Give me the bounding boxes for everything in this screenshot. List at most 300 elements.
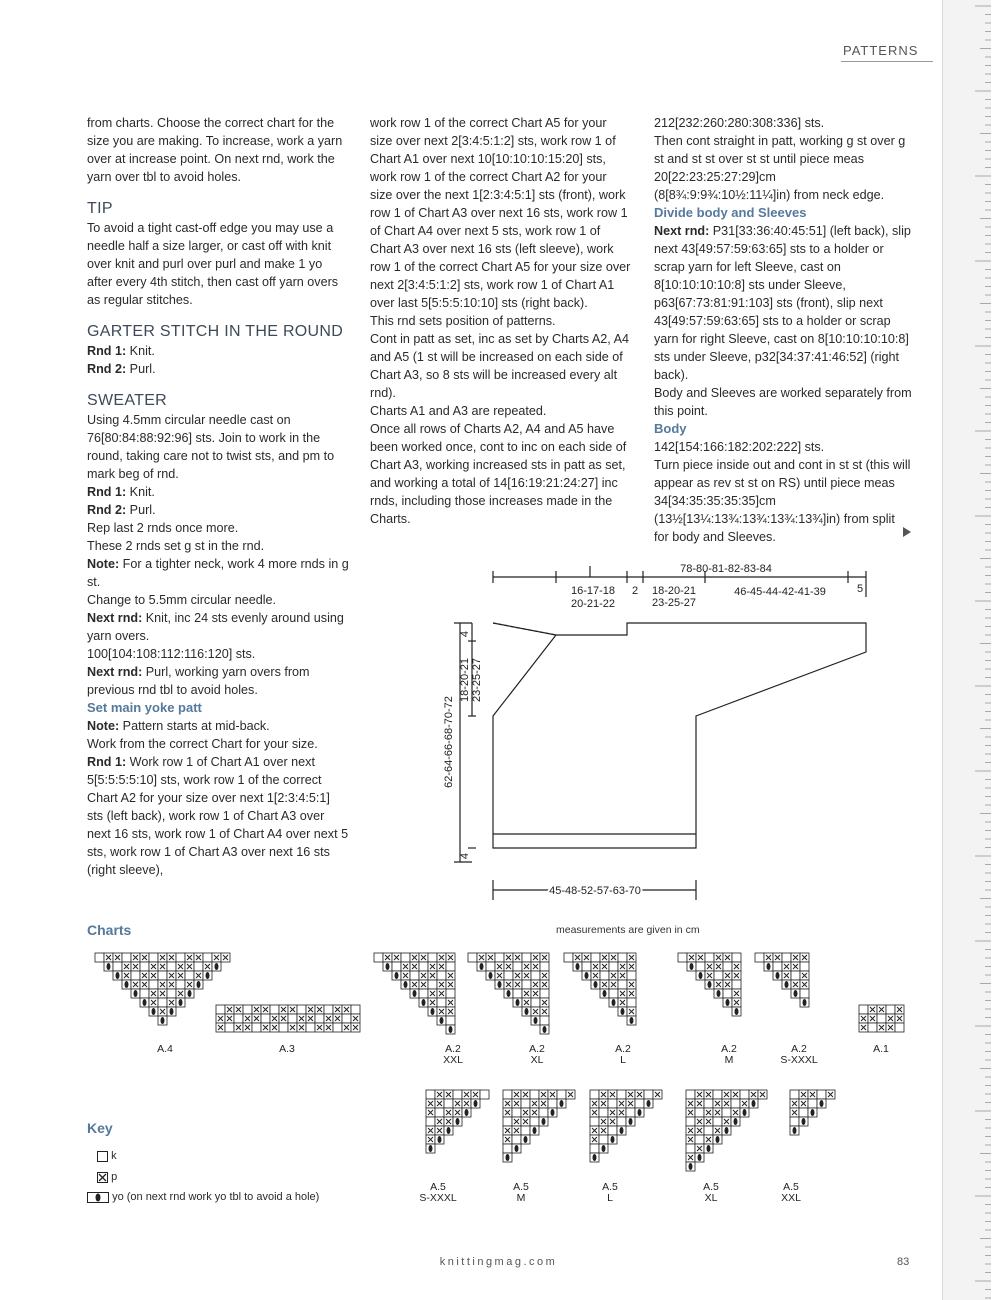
chart-cell <box>790 1117 799 1126</box>
chart-cell <box>791 971 800 980</box>
yarn-over-mark <box>707 1145 711 1152</box>
chart-cell <box>732 980 741 989</box>
chart-cell <box>895 1023 904 1032</box>
chart-size: S-XXXL <box>780 1054 818 1066</box>
chart-cell <box>453 1090 462 1099</box>
chart-cell <box>773 962 782 971</box>
chart-cell <box>755 953 764 962</box>
next-rnd <box>87 663 349 699</box>
chart-name: A.5 <box>430 1181 446 1193</box>
body-width-label: 45-48-52-57-63-70 <box>549 885 641 897</box>
yarn-over-mark <box>524 1136 528 1143</box>
chart-label-a5-xxl <box>766 1182 816 1204</box>
chart-cell <box>540 989 549 998</box>
yarn-over-mark <box>717 990 721 997</box>
chart-cell <box>279 1023 288 1032</box>
chart-cell <box>635 1099 644 1108</box>
yarn-over-mark <box>820 1100 824 1107</box>
chart-cell <box>419 962 428 971</box>
yarn-over-mark <box>215 963 219 970</box>
paragraph: This rnd sets position of patterns. <box>370 314 556 328</box>
yarn-over-mark <box>594 981 598 988</box>
yarn-over-mark <box>803 999 807 1006</box>
height-label: 62-64-66-68-70-72 <box>443 696 455 788</box>
paragraph: Body and Sleeves are worked separately from this point. <box>654 386 912 418</box>
yarn-over-mark <box>429 1145 433 1152</box>
key-label: p <box>111 1171 118 1183</box>
chart-cell <box>428 953 437 962</box>
chart-cell <box>522 953 531 962</box>
chart-cell <box>446 962 455 971</box>
chart-size: L <box>607 1192 613 1204</box>
chart-label-a2-m <box>704 1044 754 1066</box>
chart-cell <box>531 971 540 980</box>
paragraph: Once all rows of Charts A2, A4 and A5 have been worked once, cont to inc on each side of Chart A3, working increased sts in patt as set, and working a total of 14[16:19:21:24:27] inc rnds, including those increases made in the Charts. <box>370 422 627 526</box>
yarn-over-mark <box>735 1008 739 1015</box>
chart-cell <box>503 1090 512 1099</box>
paragraph: Charts A1 and A3 are repeated. <box>370 404 547 418</box>
yarn-over-mark <box>743 1109 747 1116</box>
chart-cell <box>324 1005 333 1014</box>
rnd-text: Work row 1 of Chart A1 over next 5[5:5:5:5:10] sts, work row 1 of the correct Chart A2 for your size over next 1[2:3:4:5:1] sts (left back), work row 1 of Chart A3 over next 16 sts, work row 1 of Chart A4 over next 5 sts, work row 1 of Chart A3 over next 16 sts (right sleeve), <box>87 755 349 877</box>
chart-cell <box>695 1135 704 1144</box>
yarn-over-mark <box>206 972 210 979</box>
yarn-over-mark <box>585 972 589 979</box>
chart-size: XXL <box>781 1192 801 1204</box>
rnd-label: Next rnd: <box>87 665 143 679</box>
chart-label-a4: A.4 <box>157 1043 173 1055</box>
yoke-heading: Set main yoke patt <box>87 700 202 715</box>
rnd-text: Knit, inc 24 sts evenly around using yarn overs. <box>87 611 344 643</box>
continue-arrow-icon <box>903 527 911 537</box>
chart-cell <box>608 1099 617 1108</box>
yarn-over-mark <box>525 1008 529 1015</box>
yarn-over-mark <box>629 1118 633 1125</box>
gap-label: 2 <box>631 585 639 597</box>
yarn-over-mark <box>152 1008 156 1015</box>
chart-cell <box>392 962 401 971</box>
yarn-over-mark <box>143 999 147 1006</box>
yarn-over-mark <box>386 963 390 970</box>
chart-name: A.2 <box>529 1043 545 1055</box>
yarn-over-mark <box>422 999 426 1006</box>
yarn-over-mark <box>498 981 502 988</box>
chart-cell <box>446 1016 455 1025</box>
yarn-over-mark <box>465 1109 469 1116</box>
stitch-charts <box>90 950 920 1215</box>
yarn-over-mark <box>689 1163 693 1170</box>
yarn-over-mark <box>116 972 120 979</box>
chart-size: S-XXXL <box>419 1192 457 1204</box>
yarn-over-mark <box>161 1017 165 1024</box>
chart-cell <box>557 1090 566 1099</box>
chart-cell <box>817 1090 826 1099</box>
chart-cell <box>713 1117 722 1126</box>
yarn-over-mark <box>802 1118 806 1125</box>
chart-cell <box>644 1090 653 1099</box>
yarn-over-mark <box>576 963 580 970</box>
chart-cell <box>877 1014 886 1023</box>
body-heading: Body <box>654 421 687 436</box>
yoke-note <box>87 717 349 735</box>
yarn-over-mark <box>603 990 607 997</box>
sweater-paragraph: Using 4.5mm circular needle cast on 76[80:84:88:92:96] sts. Join to work in the round, taking care not to twist sts, and pm to mark beg of rnd. <box>87 413 335 481</box>
chart-label-a5-xl <box>686 1182 736 1204</box>
chart-cell <box>437 971 446 980</box>
yarn-over-mark <box>533 1127 537 1134</box>
key-label: yo (on next rnd work yo tbl to avoid a hole) <box>112 1191 320 1203</box>
yarn-over-mark <box>542 1118 546 1125</box>
chart-cell <box>446 989 455 998</box>
chart-cell <box>216 1005 225 1014</box>
page-number: 83 <box>897 1256 910 1268</box>
chart-cell <box>859 1005 868 1014</box>
chart-label-a2-s <box>769 1044 829 1066</box>
yarn-over-mark <box>611 1136 615 1143</box>
next-rnd <box>87 609 349 645</box>
chart-cell <box>886 1005 895 1014</box>
garter-rnd1 <box>87 342 349 360</box>
yarn-over-mark <box>752 1100 756 1107</box>
yarn-over-mark <box>515 1145 519 1152</box>
yarn-over-mark <box>413 990 417 997</box>
paragraph: work row 1 of the correct Chart A5 for your size over next 2[3:4:5:1:2] sts, work row 1 of Chart A1 over next 10[10:10:10:15:20] sts, work row 1 of the correct Chart A2 for your size over the next 1[2:3:4:5:1] sts (front), work row 1 of Chart A3 over next 16 sts, work row 1 of Chart A4 over next 5 sts, work row 1 of Chart A3 over next 16 sts (left sleeve), work row 1 of the correct Chart A5 for your size over next 2[3:4:5:1:2] sts, work row 1 of Chart A1 over last 5[5:5:5:10:10] sts (right back). <box>370 116 631 310</box>
chart-cell <box>140 989 149 998</box>
garter-heading: GARTER STITCH IN THE ROUND <box>87 323 344 340</box>
yarn-over-mark <box>593 1154 597 1161</box>
yarn-over-mark <box>447 1127 451 1134</box>
header-rule <box>841 61 933 62</box>
yarn-over-mark <box>179 999 183 1006</box>
chart-name: A.5 <box>513 1181 529 1193</box>
chart-label-a2-l <box>598 1044 648 1066</box>
section-label: PATTERNS <box>843 43 919 58</box>
chart-cell <box>530 1117 539 1126</box>
yarn-over-mark <box>543 1026 547 1033</box>
chart-cell <box>158 971 167 980</box>
chart-cell <box>618 980 627 989</box>
charts-heading: Charts <box>87 922 132 938</box>
chart-cell <box>95 953 104 962</box>
yoke-width-label-b: 23-25-27 <box>651 597 697 609</box>
yarn-over-mark <box>699 972 703 979</box>
chart-cell <box>732 953 741 962</box>
bottom-band-label: 4 <box>459 852 471 860</box>
yarn-over-mark <box>776 972 780 979</box>
chart-cell <box>512 1108 521 1117</box>
yarn-over-mark <box>560 1100 564 1107</box>
chart-cell <box>740 1090 749 1099</box>
chart-cell <box>731 1099 740 1108</box>
chart-cell <box>149 980 158 989</box>
purl-x-icon <box>97 1172 108 1183</box>
chart-cell <box>158 998 167 1007</box>
yarn-over-mark <box>621 1008 625 1015</box>
knit-square-icon <box>97 1151 108 1162</box>
chart-cell <box>176 980 185 989</box>
yarn-over-mark <box>767 963 771 970</box>
yarn-over-mark <box>170 1008 174 1015</box>
chart-cell <box>618 953 627 962</box>
yarn-over-mark <box>480 963 484 970</box>
chart-cell <box>627 998 636 1007</box>
yarn-over-mark <box>620 1127 624 1134</box>
chart-cell <box>705 953 714 962</box>
note <box>87 555 349 591</box>
chart-cell <box>627 971 636 980</box>
yarn-over-mark <box>734 1118 738 1125</box>
chart-cell <box>437 998 446 1007</box>
chart-label-a2-xl <box>512 1044 562 1066</box>
chart-cell <box>599 1108 608 1117</box>
chart-label-a5-m <box>496 1182 546 1204</box>
chart-cell <box>503 1144 512 1153</box>
yarn-over-mark <box>395 972 399 979</box>
chart-cell <box>590 1090 599 1099</box>
chart-label-a5-s <box>410 1182 466 1204</box>
chart-cell <box>530 1090 539 1099</box>
divide-heading: Divide body and Sleeves <box>654 205 807 220</box>
rnd-text: Purl, working yarn overs from previous rnd tbl to avoid holes. <box>87 665 310 697</box>
chart-label-a2-xxl <box>428 1044 478 1066</box>
chart-size: XL <box>704 1192 718 1204</box>
yarn-over-mark <box>107 963 111 970</box>
yarn-over-mark <box>612 999 616 1006</box>
chart-cell <box>590 1144 599 1153</box>
chart-cell <box>176 953 185 962</box>
key-yo <box>87 1191 319 1203</box>
chart-cell <box>590 1117 599 1126</box>
yarn-over-mark <box>506 1154 510 1161</box>
chart-cell <box>315 1014 324 1023</box>
chart-cell <box>548 1099 557 1108</box>
chart-cell <box>503 1117 512 1126</box>
yarn-over-mark <box>507 990 511 997</box>
chart-cell <box>790 1090 799 1099</box>
yarn-over-mark <box>794 990 798 997</box>
chart-cell <box>704 1126 713 1135</box>
chart-name: A.2 <box>615 1043 631 1055</box>
yarn-over-mark <box>534 1017 538 1024</box>
yarn-over-mark <box>793 1127 797 1134</box>
yoke-height-label-a: 18-20-21 <box>459 657 471 703</box>
chart-cell <box>113 962 122 971</box>
chart-cell <box>419 989 428 998</box>
chart-cell <box>513 989 522 998</box>
yarn-over-mark <box>647 1100 651 1107</box>
chart-name: A.2 <box>445 1043 461 1055</box>
rnd-label: Rnd 1: <box>87 344 127 358</box>
chart-cell <box>270 1005 279 1014</box>
chart-cell <box>608 1126 617 1135</box>
yarn-over-mark <box>602 1145 606 1152</box>
yarn-over-mark <box>125 981 129 988</box>
yarn-over-mark <box>698 1154 702 1161</box>
neck-label-b: 20-21-22 <box>570 598 616 610</box>
chart-cell <box>800 962 809 971</box>
chart-cell <box>782 953 791 962</box>
paragraph: Turn piece inside out and cont in st st (this will appear as rev st st on RS) until piece meas 34[34:35:35:35:35]cm (13½[13¼:13¾:13¾:13¾:13¾]in) from split for body and Sleeves. <box>654 458 911 544</box>
chart-cell <box>351 1005 360 1014</box>
chart-cell <box>582 962 591 971</box>
chart-cell <box>723 962 732 971</box>
chart-cell <box>678 953 687 962</box>
chart-cell <box>167 989 176 998</box>
chart-cell <box>539 1108 548 1117</box>
note-text: For a tighter neck, work 4 more rnds in g st. <box>87 557 349 589</box>
yoke-paragraph: Work from the correct Chart for your size. <box>87 737 318 751</box>
sweater-paragraph: Change to 5.5mm circular needle. <box>87 593 277 607</box>
chart-cell <box>540 962 549 971</box>
chart-name: A.2 <box>721 1043 737 1055</box>
chart-cell <box>203 953 212 962</box>
ruler <box>942 0 991 1300</box>
chart-cell <box>185 971 194 980</box>
chart-cell <box>800 989 809 998</box>
chart-cell <box>252 1023 261 1032</box>
chart-cell <box>599 1135 608 1144</box>
rnd-label: Rnd 1: <box>87 755 127 769</box>
chart-cell <box>306 1023 315 1032</box>
chart-name: A.5 <box>703 1181 719 1193</box>
yarn-over-mark <box>197 981 201 988</box>
sweater-paragraph: 100[104:108:112:116:120] sts. <box>87 647 256 661</box>
column-3 <box>654 114 912 546</box>
chart-cell <box>600 971 609 980</box>
column-2 <box>370 114 632 528</box>
yarn-over-mark <box>474 1100 478 1107</box>
paragraph: 212[232:260:280:308:336] sts. <box>654 116 825 130</box>
yarn-over-mark <box>630 1017 634 1024</box>
chart-cell <box>495 953 504 962</box>
chart-size: M <box>516 1192 526 1204</box>
rnd-label: Rnd 2: <box>87 503 127 517</box>
chart-cell <box>723 989 732 998</box>
yarn-over-mark <box>440 1017 444 1024</box>
chart-cell <box>704 1099 713 1108</box>
note-text: Pattern starts at mid-back. <box>119 719 270 733</box>
yarn-over-mark <box>516 999 520 1006</box>
chart-cell <box>808 1099 817 1108</box>
paragraph: 142[154:166:182:202:222] sts. <box>654 440 825 454</box>
sweater-rnd2 <box>87 501 349 519</box>
chart-cell <box>410 971 419 980</box>
chart-cell <box>617 1117 626 1126</box>
chart-cell <box>468 953 477 962</box>
neck-label-a: 16-17-18 <box>570 585 616 597</box>
chart-cell <box>686 1117 695 1126</box>
paragraph: Then cont straight in patt, working g st over g st and st st over st st until piece meas 20[22:23:25:27:29]cm (8[8¾:9:9¾:10½:11¼]in) from neck edge. <box>654 134 906 202</box>
chart-cell <box>591 953 600 962</box>
sleeve-length-label: 46-45-44-42-41-39 <box>734 586 826 598</box>
top-band-label: 4 <box>459 630 471 638</box>
yarn-over-mark <box>690 963 694 970</box>
chart-name: A.2 <box>791 1043 807 1055</box>
chart-cell <box>149 953 158 962</box>
chart-cell <box>686 1090 695 1099</box>
chart-cell <box>234 1014 243 1023</box>
chart-cell <box>167 962 176 971</box>
yarn-over-mark <box>431 1008 435 1015</box>
key-knit <box>97 1150 117 1162</box>
chart-cell <box>342 1014 351 1023</box>
rnd-label: Next rnd: <box>654 224 710 238</box>
measurements-note-text: measurements are given in cm <box>556 924 700 936</box>
chart-cell <box>522 980 531 989</box>
chart-label-a5-l <box>585 1182 635 1204</box>
chart-label-a1: A.1 <box>873 1043 889 1055</box>
chart-cell <box>480 1090 489 1099</box>
rnd-text: Knit. <box>126 344 155 358</box>
chart-cell <box>140 962 149 971</box>
chart-cell <box>617 1090 626 1099</box>
note-label: Note: <box>87 557 120 571</box>
yarn-over-icon <box>87 1192 109 1203</box>
chart-cell <box>799 1108 808 1117</box>
yarn-over-mark <box>134 990 138 997</box>
tip-heading: TIP <box>87 200 113 217</box>
chart-cell <box>713 1090 722 1099</box>
rnd-text: Knit. <box>126 485 155 499</box>
chart-cell <box>194 962 203 971</box>
chart-cell <box>122 953 131 962</box>
paragraph: Cont in patt as set, inc as set by Charts A2, A4 and A5 (1 st will be increased on each side of Chart A3, so 8 sts will be increased every alt rnd). <box>370 332 630 400</box>
yoke-height-label-b: 23-25-27 <box>471 657 483 703</box>
column-1 <box>87 114 349 879</box>
yarn-over-mark <box>489 972 493 979</box>
yarn-over-mark <box>404 981 408 988</box>
chart-name: A.5 <box>602 1181 618 1193</box>
yarn-over-mark <box>456 1118 460 1125</box>
sweater-paragraph: These 2 rnds set g st in the rnd. <box>87 539 265 553</box>
footer-site: knittingmag.com <box>439 1256 558 1268</box>
sweater-rnd1 <box>87 483 349 501</box>
yarn-over-mark <box>726 999 730 1006</box>
chart-cell <box>444 1099 453 1108</box>
yarn-over-mark <box>449 1026 453 1033</box>
rnd-text: Purl. <box>126 362 156 376</box>
yarn-over-mark <box>708 981 712 988</box>
chart-cell <box>131 971 140 980</box>
key-purl <box>97 1171 117 1183</box>
chart-cell <box>521 1099 530 1108</box>
chart-cell <box>428 980 437 989</box>
chart-cell <box>609 989 618 998</box>
yarn-over-mark <box>811 1109 815 1116</box>
yarn-over-mark <box>438 1136 442 1143</box>
yarn-over-mark <box>716 1136 720 1143</box>
rnd-label: Rnd 2: <box>87 362 127 376</box>
cuff-label: 5 <box>856 583 864 595</box>
yarn-over-mark <box>638 1109 642 1116</box>
sweater-schematic <box>430 555 880 930</box>
chart-cell <box>722 1108 731 1117</box>
chart-cell <box>504 971 513 980</box>
rnd-text: Purl. <box>126 503 156 517</box>
chart-cell <box>564 953 573 962</box>
chart-cell <box>243 1005 252 1014</box>
chart-cell <box>333 1023 342 1032</box>
chart-cell <box>626 1108 635 1117</box>
rnd-text: P31[33:36:40:45:51] (left back), slip next 43[49:57:59:63:65] sts to a holder or scrap yarn for left Sleeve, cast on 8[10:10:10:10:8] sts under Sleeve, p63[67:73:81:91:103] sts (front), slip next 43[49:57:59:63:65] sts to a holder or scrap yarn for right Sleeve, cast on 8[10:10:10:10:8] sts under Sleeve, p32[34:37:41:46:52] (right back). <box>654 224 911 382</box>
note-label: Note: <box>87 719 120 733</box>
chart-cell <box>426 1090 435 1099</box>
chart-size: M <box>724 1054 734 1066</box>
chart-cell <box>521 1126 530 1135</box>
garter-rnd2 <box>87 360 349 378</box>
chart-cell <box>435 1108 444 1117</box>
key-heading: Key <box>87 1120 113 1136</box>
